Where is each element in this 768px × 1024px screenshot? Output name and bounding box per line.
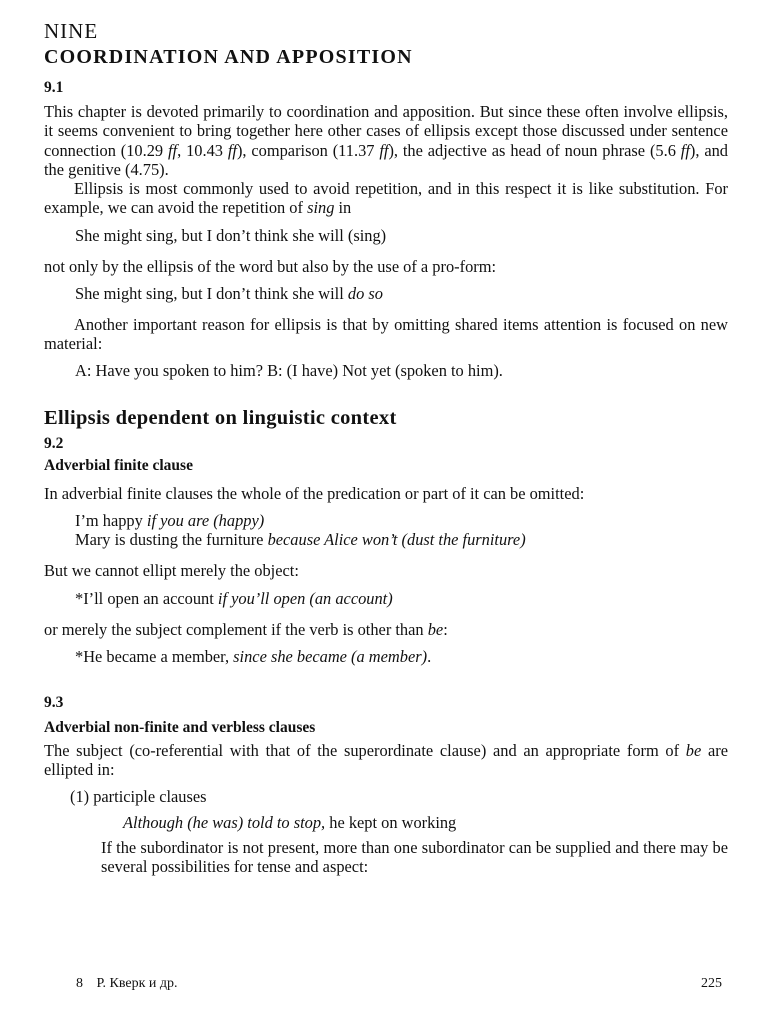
paragraph-repetition: Ellipsis is most commonly used to avoid repetition, and in this respect it is like substitution. For example, we can avoid the repetition of sing in bbox=[44, 179, 728, 218]
signature-number: 8 bbox=[76, 976, 83, 991]
paragraph-complement: or merely the subject complement if the verb is other than be: bbox=[44, 620, 448, 640]
signature-text: Р. Кверк и др. bbox=[96, 976, 178, 991]
paragraph-intro: This chapter is devoted primarily to coordination and apposition. But since these often involve ellipsis, it seems convenient to bring together here other cases of ellipsis except those discussed under sentence connection (10.29 ff, 10.43 ff), comparison (11.37 ff), the adjective as head of noun phrase (5.6 ff), and the genitive (4.75). bbox=[44, 102, 728, 179]
example-account: *I’ll open an account if you’ll open (an account) bbox=[75, 588, 393, 608]
paragraph-new-material: Another important reason for ellipsis is that by omitting shared items attention is focused on new material: bbox=[44, 314, 728, 353]
section-number-9-3: 9.3 bbox=[44, 693, 64, 711]
section-heading-linguistic-context: Ellipsis dependent on linguistic context bbox=[44, 406, 397, 429]
paragraph-pro-form: not only by the ellipsis of the word but also by the use of a pro-form: bbox=[44, 257, 497, 277]
paragraph-subordinator: If the subordinator is not present, more than one subordinator can be supplied and there may be several possibilities for tense and aspect: bbox=[101, 837, 728, 877]
paragraph-object: But we cannot ellipt merely the object: bbox=[44, 561, 299, 581]
paragraph-adverbial-finite: In adverbial finite clauses the whole of the predication or part of it can be omitted: bbox=[44, 483, 585, 503]
page-number: 225 bbox=[701, 976, 722, 991]
page-body bbox=[44, 20, 728, 876]
footer-signature bbox=[76, 976, 188, 992]
subsection-title-nonfinite: Adverbial non-finite and verbless clauses bbox=[44, 718, 316, 736]
example-dusting: Mary is dusting the furniture because Alice won’t (dust the furniture) bbox=[75, 530, 526, 550]
example-told-to-stop: Although (he was) told to stop, he kept on working bbox=[123, 812, 457, 832]
list-item-participle: (1) participle clauses bbox=[70, 787, 207, 807]
section-number-9-2: 9.2 bbox=[44, 434, 64, 452]
chapter-title: COORDINATION AND APPOSITION bbox=[44, 46, 413, 68]
example-do-so: She might sing, but I don’t think she will do so bbox=[75, 284, 383, 304]
subsection-title-adverbial-finite: Adverbial finite clause bbox=[44, 456, 193, 474]
example-sing: She might sing, but I don’t think she will (sing) bbox=[75, 225, 387, 245]
example-member: *He became a member, since she became (a member). bbox=[75, 647, 432, 667]
section-number-9-1: 9.1 bbox=[44, 79, 64, 96]
example-happy: I’m happy if you are (happy) bbox=[75, 510, 265, 530]
example-dialogue: A: Have you spoken to him? B: (I have) Not yet (spoken to him). bbox=[75, 361, 503, 381]
page-footer bbox=[76, 976, 722, 992]
chapter-number: NINE bbox=[44, 19, 99, 43]
paragraph-subject-ellipted: The subject (co-referential with that of the superordinate clause) and an appropriate form of be are ellipted in: bbox=[44, 740, 728, 779]
